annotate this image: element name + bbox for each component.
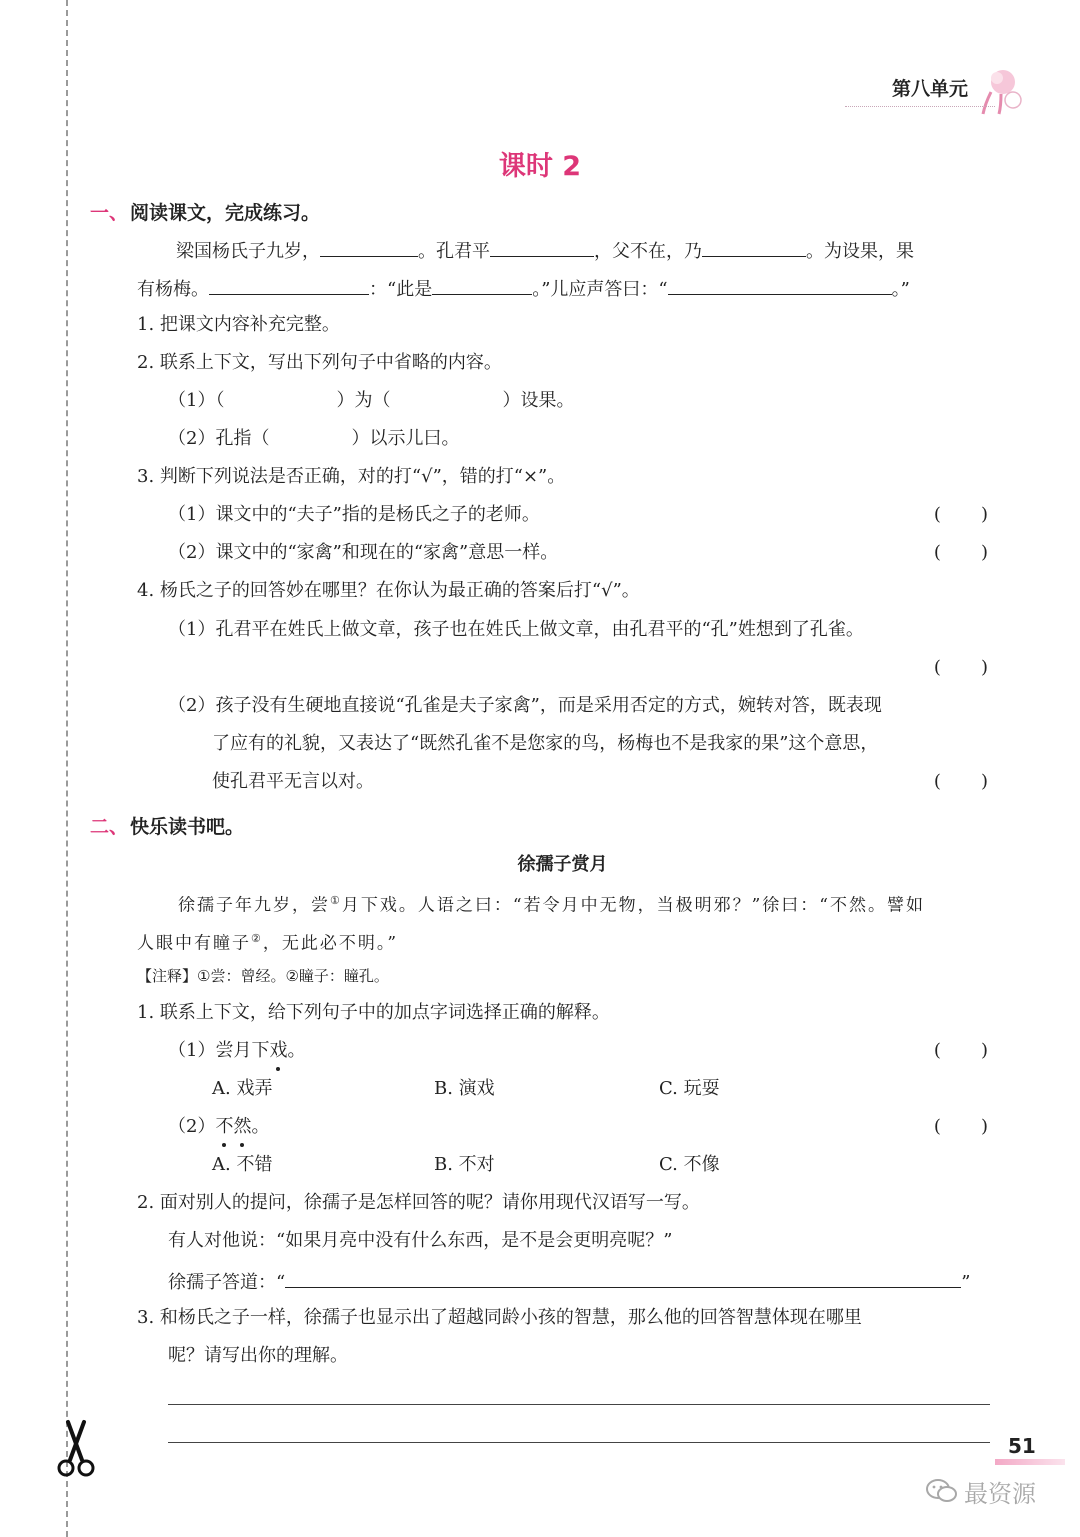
- fill-blank-4[interactable]: [209, 274, 369, 295]
- section-2-heading: [90, 812, 244, 839]
- dotted-character: 戏: [269, 1038, 287, 1064]
- s2-q2-answer-line: [168, 1267, 970, 1296]
- s1-q4-item-2-line-3: 使孔君平无言以对。: [212, 771, 374, 792]
- question-text: （2）: [168, 1116, 216, 1137]
- dotted-character: 不: [215, 1114, 233, 1140]
- fill-blank-6[interactable]: [668, 274, 892, 295]
- question-text: ）为（: [336, 390, 391, 411]
- answer-paren[interactable]: ( ): [933, 657, 988, 678]
- s2-q1-2-option-b[interactable]: B. 不对: [434, 1154, 495, 1175]
- lesson-title: 课时 2: [498, 151, 582, 182]
- footnote-mark: ①: [330, 894, 342, 907]
- passage-text: ，父不在，乃: [594, 241, 702, 262]
- s2-q1-2-option-c[interactable]: C. 不像: [659, 1154, 720, 1175]
- story-text: 月下戏。人语之曰：“若令月中无物，当极明邪？”徐曰：“不然。譬如: [341, 895, 925, 916]
- s2-q1-1-option-a[interactable]: A. 戏弄: [212, 1078, 273, 1099]
- s1-q4-item-2-line-1: （2）孩子没有生硬地直接说“孔雀是夫子家禽”，而是采用否定的方式，婉转对答，既表现: [168, 695, 882, 716]
- s1-q4-item-1: （1）孔君平在姓氏上做文章，孩子也在姓氏上做文章，由孔君平的“孔”姓想到了孔雀。: [168, 619, 864, 640]
- page-number-bar: [995, 1459, 1065, 1465]
- s2-q1-1-option-c[interactable]: C. 玩耍: [659, 1078, 720, 1099]
- passage-text: 有杨梅。: [137, 279, 209, 300]
- passage-text: 梁国杨氏子九岁，: [176, 241, 320, 262]
- answer-blank[interactable]: [285, 1267, 961, 1288]
- question-text: （1）尝月下: [168, 1040, 270, 1061]
- passage-text: 。”儿应声答曰：“: [532, 279, 668, 300]
- s1-question-2: 2. 联系上下文，写出下列句子中省略的内容。: [137, 352, 502, 373]
- question-text: （1）（: [168, 390, 225, 411]
- question-text: 。: [251, 1116, 270, 1137]
- story-title: 徐孺子赏月: [517, 854, 608, 875]
- unit-label: 第八单元: [891, 78, 968, 100]
- s1-q2-item-2: [168, 426, 459, 452]
- s2-q1-item-2: [168, 1114, 269, 1140]
- header-rule: [845, 106, 995, 108]
- s2-q1-1-option-b[interactable]: B. 演戏: [434, 1078, 495, 1099]
- s2-question-3-line-1: 3. 和杨氏之子一样，徐孺子也显示出了超越同龄小孩的智慧，那么他的回答智慧体现在哪里: [137, 1307, 862, 1328]
- s2-question-3-line-2: 呢？请写出你的理解。: [168, 1345, 348, 1366]
- answer-paren[interactable]: ( ): [933, 504, 988, 525]
- fill-blank-3[interactable]: [702, 236, 806, 257]
- s1-q3-item-2: （2）课文中的“家禽”和现在的“家禽”意思一样。: [168, 542, 559, 563]
- fill-blank-1[interactable]: [320, 236, 418, 257]
- s1-question-3: 3. 判断下列说法是否正确，对的打“√”，错的打“×”。: [137, 466, 566, 487]
- story-line-2: [137, 926, 398, 957]
- passage-line-1: [176, 236, 914, 265]
- story-text: ，无此必不明。”: [262, 933, 399, 954]
- section-1-number: 一、: [90, 202, 129, 224]
- wechat-icon: [926, 1478, 958, 1504]
- fill-blank-2[interactable]: [490, 236, 594, 257]
- question-text: 。: [287, 1040, 306, 1061]
- page-number: 51: [1008, 1434, 1036, 1458]
- question-text: ）设果。: [502, 390, 575, 411]
- passage-text: ：“此是: [369, 279, 433, 300]
- watermark-text: 最资源: [964, 1480, 1036, 1508]
- s2-question-1: 1. 联系上下文，给下列句子中的加点字词选择正确的解释。: [137, 1002, 610, 1023]
- passage-text: 。”: [891, 279, 910, 300]
- answer-paren[interactable]: ( ): [933, 1040, 988, 1061]
- story-text: 人眼中有瞳子: [137, 933, 251, 954]
- scissors-icon: [52, 1418, 100, 1482]
- passage-text: 。为设果，果: [806, 241, 914, 262]
- s2-q2-prompt: 有人对他说：“如果月亮中没有什么东西，是不是会更明亮呢？”: [168, 1230, 673, 1251]
- cut-line: [66, 0, 68, 1537]
- answer-paren[interactable]: ( ): [933, 542, 988, 563]
- fill-blank-5[interactable]: [432, 274, 532, 295]
- question-text: （2）孔指（: [168, 428, 270, 449]
- question-text: ）以示儿曰。: [351, 428, 460, 449]
- answer-paren[interactable]: ( ): [933, 771, 988, 792]
- question-text: ”: [961, 1272, 971, 1293]
- s2-question-2: 2. 面对别人的提问，徐孺子是怎样回答的呢？请你用现代汉语写一写。: [137, 1192, 700, 1213]
- story-text: 徐孺子年九岁，尝: [178, 895, 330, 916]
- decorative-girl-icon: [975, 64, 1023, 116]
- answer-paren[interactable]: ( ): [933, 1116, 988, 1137]
- s2-q1-item-1: [168, 1038, 305, 1064]
- s1-question-1: 1. 把课文内容补充完整。: [137, 314, 340, 335]
- s1-q2-item-1: [168, 388, 574, 414]
- annotation-note: 【注释】①尝：曾经。②瞳子：瞳孔。: [137, 967, 389, 985]
- section-1-title: 阅读课文，完成练习。: [130, 202, 321, 224]
- footnote-mark: ②: [251, 932, 263, 945]
- section-1-heading: [90, 198, 320, 225]
- section-2-number: 二、: [90, 816, 129, 838]
- answer-rule-1[interactable]: [168, 1404, 990, 1405]
- section-2-title: 快乐读书吧。: [130, 816, 245, 838]
- passage-line-2: [137, 274, 910, 303]
- dotted-character: 然: [233, 1114, 251, 1140]
- s2-q1-2-option-a[interactable]: A. 不错: [212, 1154, 273, 1175]
- answer-rule-2[interactable]: [168, 1442, 990, 1443]
- s1-q3-item-1: （1）课文中的“夫子”指的是杨氏之子的老师。: [168, 504, 540, 525]
- passage-text: 。孔君平: [418, 241, 490, 262]
- question-text: 徐孺子答道：“: [168, 1272, 286, 1293]
- s1-question-4: 4. 杨氏之子的回答妙在哪里？在你认为最正确的答案后打“√”。: [137, 580, 640, 601]
- story-line-1: [178, 888, 925, 919]
- s1-q4-item-2-line-2: 了应有的礼貌，又表达了“既然孔雀不是您家的鸟，杨梅也不是我家的果”这个意思，: [212, 733, 879, 754]
